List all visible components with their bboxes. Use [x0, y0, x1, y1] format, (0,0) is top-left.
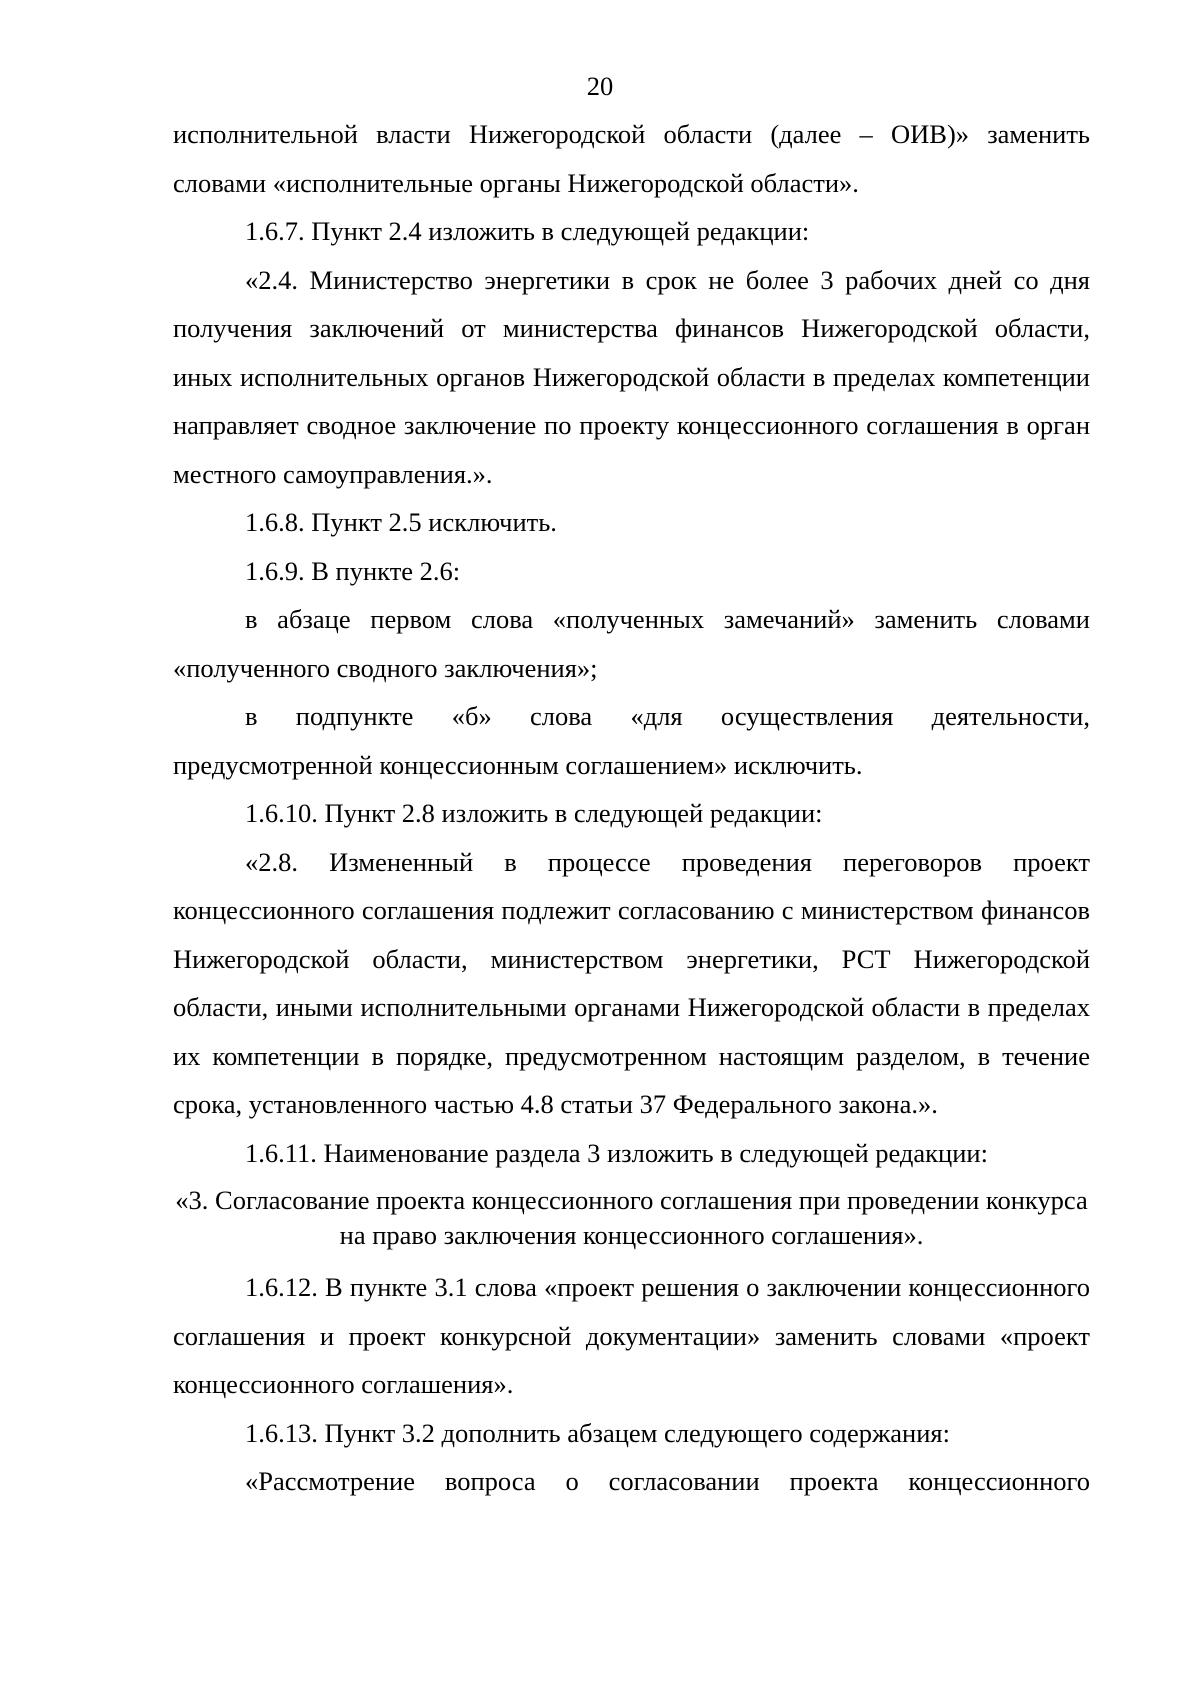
- paragraph-1-6-9: 1.6.9. В пункте 2.6:: [245, 555, 461, 586]
- paragraph-1-6-13: 1.6.13. Пункт 3.2 дополнить абзацем следующего содержания:: [245, 1417, 950, 1448]
- paragraph-abzac-first: в абзаце первом слова «полученных замечаний» заменить словами «полученного сводного заключения»;: [173, 604, 1090, 683]
- document-body: [173, 110, 1090, 1506]
- paragraph-1-6-8: 1.6.8. Пункт 2.5 исключить.: [245, 507, 557, 537]
- paragraph-quote-start: «Рассмотрение вопроса о согласовании проекта концессионного: [245, 1466, 1090, 1496]
- page-number: 20: [586, 71, 614, 101]
- paragraph-1-6-10: 1.6.10. Пункт 2.8 изложить в следующей редакции:: [245, 798, 823, 828]
- paragraph-1-6-7: 1.6.7. Пункт 2.4 изложить в следующей редакции:: [245, 216, 810, 246]
- section-3-heading: «3. Согласование проекта концессионного соглашения при проведении конкурса на право заключения концессионного соглашения».: [175, 1185, 1088, 1250]
- paragraph-quote-2-4: «2.4. Министерство энергетики в срок не более 3 рабочих дней со дня получения заключений от министерства финансов Нижегородской области, иных исполнительных органов Нижегородской области в пределах компетенции направляет сводное заключение по проекту концессионного соглашения в орган местного самоуправления.».: [173, 264, 1090, 489]
- paragraph-1-6-11: 1.6.11. Наименование раздела 3 изложить в следующей редакции:: [245, 1137, 988, 1168]
- paragraph-1-6-12: 1.6.12. В пункте 3.1 слова «проект решения о заключении концессионного соглашения и проект конкурсной документации» заменить словами «проект концессионного соглашения».: [173, 1272, 1090, 1399]
- paragraph-continuation: исполнительной власти Нижегородской области (далее – ОИВ)» заменить словами «исполнительные органы Нижегородской области».: [173, 119, 1090, 198]
- paragraph-quote-2-8: «2.8. Измененный в процессе проведения переговоров проект концессионного соглашения подлежит согласованию с министерством финансов Нижегородской области, министерством энергетики, РСТ Нижегородской области, иными исполнительными органами Нижегородской области в пределах их компетенции в порядке, предусмотренном настоящим разделом, в течение срока, установленного частью 4.8 статьи 37 Федерального закона.».: [173, 846, 1090, 1119]
- paragraph-subpoint-b: в подпункте «б» слова «для осуществления деятельности, предусмотренной концессионным соглашением» исключить.: [173, 701, 1090, 780]
